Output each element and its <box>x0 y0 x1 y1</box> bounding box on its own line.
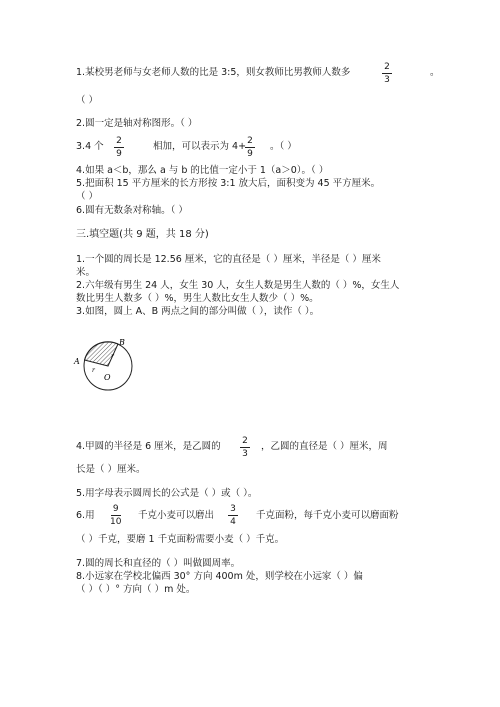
q3-8-text-a: 8.小远家在学校北偏西 30° 方向 400m 处，则学校在小远家（ ）偏 <box>76 571 363 582</box>
q2-4-text: 4.如果 a＜b，那么 a 与 b 的比值一定小于 1（a＞0）。（ ） <box>76 165 329 176</box>
q3-5-text: 5.用字母表示圆周长的公式是（ ）或（ ）。 <box>76 488 258 499</box>
fraction-numerator: 2 <box>242 436 248 446</box>
q3-6-text-c: 千克面粉，每千克小麦可以磨面粉 <box>256 510 399 521</box>
label-b: B <box>119 338 125 347</box>
fraction-bar <box>240 447 250 448</box>
fraction-numerator: 9 <box>112 504 119 514</box>
fraction-denominator: 3 <box>242 449 248 459</box>
q2-3-fraction-2 <box>245 136 255 159</box>
fraction-numerator: 2 <box>384 62 390 72</box>
q3-7-text: 7.圆的周长和直径的（ ）叫做圆周率。 <box>76 558 241 569</box>
fraction-bar <box>111 515 121 516</box>
q3-6-fraction-2 <box>228 504 238 527</box>
fraction-bar <box>114 147 124 148</box>
fraction-denominator: 9 <box>116 149 122 159</box>
q2-5-answer-paren: （ ） <box>76 191 99 202</box>
q2-1-answer-paren: （ ） <box>76 95 99 106</box>
circle-sector-figure <box>72 336 144 392</box>
label-a: A <box>74 357 80 366</box>
q2-3-fraction-1 <box>114 136 124 159</box>
fraction-numerator: 2 <box>247 136 253 146</box>
q3-1-text-a: 1.一个圆的周长是 12.56 厘米，它的直径是（ ）厘米，半径是（ ）厘米 <box>76 254 381 265</box>
label-o: O <box>104 373 111 382</box>
q2-3-text-a: 3.4 个 <box>76 141 104 152</box>
q3-4-text-a: 4.甲圆的半径是 6 厘米，是乙圆的 <box>76 441 221 452</box>
fraction-bar <box>245 147 255 148</box>
q3-8-text-b: （ ）（ ）° 方向（ ）m 处。 <box>76 584 196 595</box>
q2-3-text-b: 相加，可以表示为 4+ <box>153 141 247 152</box>
fraction-denominator: 4 <box>230 517 236 527</box>
fraction-numerator: 2 <box>116 136 122 146</box>
q3-6-fraction-1 <box>110 504 121 527</box>
q3-6-text-b: 千克小麦可以磨出 <box>138 510 215 521</box>
label-r-2: r <box>111 353 114 360</box>
q2-1-end: 。 <box>430 67 440 78</box>
fraction-denominator: 9 <box>247 149 253 159</box>
q2-3-text-c: 。（ ） <box>270 141 297 152</box>
fraction-bar <box>382 73 392 74</box>
q3-4-text-b: ，乙圆的直径是（ ）厘米，周 <box>261 441 388 452</box>
q2-1-fraction <box>382 62 392 85</box>
q2-6-text: 6.圆有无数条对称轴。（ ） <box>76 205 188 216</box>
q3-1-text-b: 米。 <box>76 267 96 278</box>
q3-3-text: 3.如图，圆上 A、B 两点之间的部分叫做（ ），读作（ ）。 <box>76 306 320 317</box>
label-r-1: r <box>92 367 95 374</box>
q2-5-text: 5.把面积 15 平方厘米的长方形按 3:1 放大后，面积变为 45 平方厘米。 <box>76 178 381 189</box>
q3-4-fraction <box>240 436 250 459</box>
q3-2-text-b: 数比男生人数多（ ）%，男生人数比女生人数少（ ）%。 <box>76 293 319 304</box>
fraction-numerator: 3 <box>230 504 236 514</box>
q2-1-text: 1.某校男老师与女老师人数的比是 3:5，则女教师比男教师人数多 <box>76 67 351 78</box>
q3-6-text-a: 6.用 <box>76 510 95 521</box>
q3-2-text-a: 2.六年级有男生 24 人，女生 30 人，女生人数是男生人数的（ ）%，女生人 <box>76 280 400 291</box>
fraction-bar <box>228 515 238 516</box>
q2-2-text: 2.圆一定是轴对称图形。（ ） <box>76 118 198 129</box>
q3-6-text-d: （ ）千克，要磨 1 千克面粉需要小麦（ ）千克。 <box>76 534 285 545</box>
fraction-denominator: 10 <box>110 517 122 527</box>
fraction-denominator: 3 <box>384 75 390 85</box>
section-heading: 三.填空题(共 9 题，共 18 分) <box>76 229 209 240</box>
q3-4-text-c: 长是（ ）厘米。 <box>76 464 146 475</box>
